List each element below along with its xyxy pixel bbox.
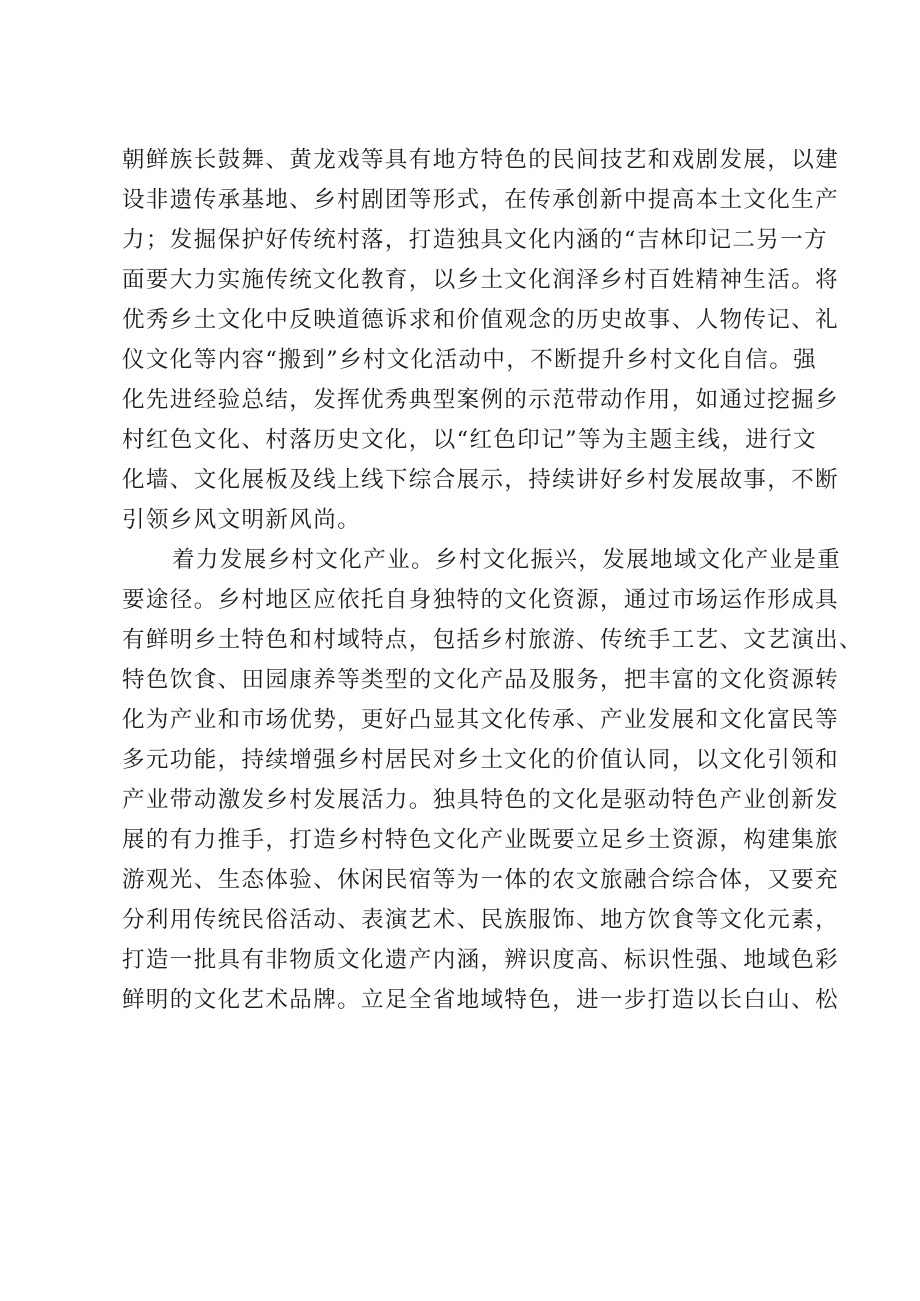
paragraph-2-line-11: 打造一批具有非物质文化遗产内涵，辨识度高、标识性强、地域色彩 [122,947,840,973]
paragraph-2-line-7: 产业带动激发乡村发展活力。独具特色的文化是驱动特色产业创新发 [122,787,840,813]
paragraph-2-line-8: 展的有力推手，打造乡村特色文化产业既要立足乡土资源，构建集旅 [122,827,840,853]
paragraph-2-line-4: 特色饮食、田园康养等类型的文化产品及服务，把丰富的文化资源转 [122,667,840,693]
paragraph-2-line-9: 游观光、生态体验、休闲民宿等为一体的农文旅融合综合体，又要充 [122,867,840,893]
article-body [122,140,863,1020]
paragraph-1-line-7: 化先进经验总结，发挥优秀典型案例的示范带动作用，如通过挖掘乡 [122,387,840,413]
paragraph-1-line-9: 化墙、文化展板及线上线下综合展示，持续讲好乡村发展故事，不断 [122,467,840,493]
paragraph-1-line-1: 朝鲜族长鼓舞、黄龙戏等具有地方特色的民间技艺和戏剧发展，以建 [122,147,840,173]
paragraph-1-line-8: 村红色文化、村落历史文化，以“红色印记”等为主题主线，进行文 [122,427,818,453]
paragraph-1-line-10: 引领乡风文明新风尚。 [122,507,362,533]
paragraph-2-line-5: 化为产业和市场优势，更好凸显其文化传承、产业发展和文化富民等 [122,707,840,733]
paragraph-1-line-4: 面要大力实施传统文化教育，以乡土文化润泽乡村百姓精神生活。将 [122,267,840,293]
paragraph-2-line-2: 要途径。乡村地区应依托自身独特的文化资源，通过市场运作形成具 [122,587,840,613]
paragraph-1-line-3: 力；发掘保护好传统村落，打造独具文化内涵的“吉林印记二另一方 [122,227,829,253]
paragraph-2-line-1: 着力发展乡村文化产业。乡村文化振兴，发展地域文化产业是重 [172,547,842,573]
paragraph-1-line-5: 优秀乡土文化中反映道德诉求和价值观念的历史故事、人物传记、礼 [122,307,840,333]
paragraph-2-line-10: 分利用传统民俗活动、表演艺术、民族服饰、地方饮食等文化元素， [122,907,840,933]
paragraph-2-line-12: 鲜明的文化艺术品牌。立足全省地域特色，进一步打造以长白山、松 [122,987,840,1013]
paragraph-2-line-3: 有鲜明乡土特色和村域特点，包括乡村旅游、传统手工艺、文艺演出、 [122,627,863,653]
paragraph-1-line-2: 设非遗传承基地、乡村剧团等形式，在传承创新中提高本土文化生产 [122,187,840,213]
paragraph-2-line-6: 多元功能，持续增强乡村居民对乡土文化的价值认同，以文化引领和 [122,747,840,773]
paragraph-1-line-6: 仪文化等内容“搬到”乡村文化活动中，不断提升乡村文化自信。强 [122,347,818,373]
